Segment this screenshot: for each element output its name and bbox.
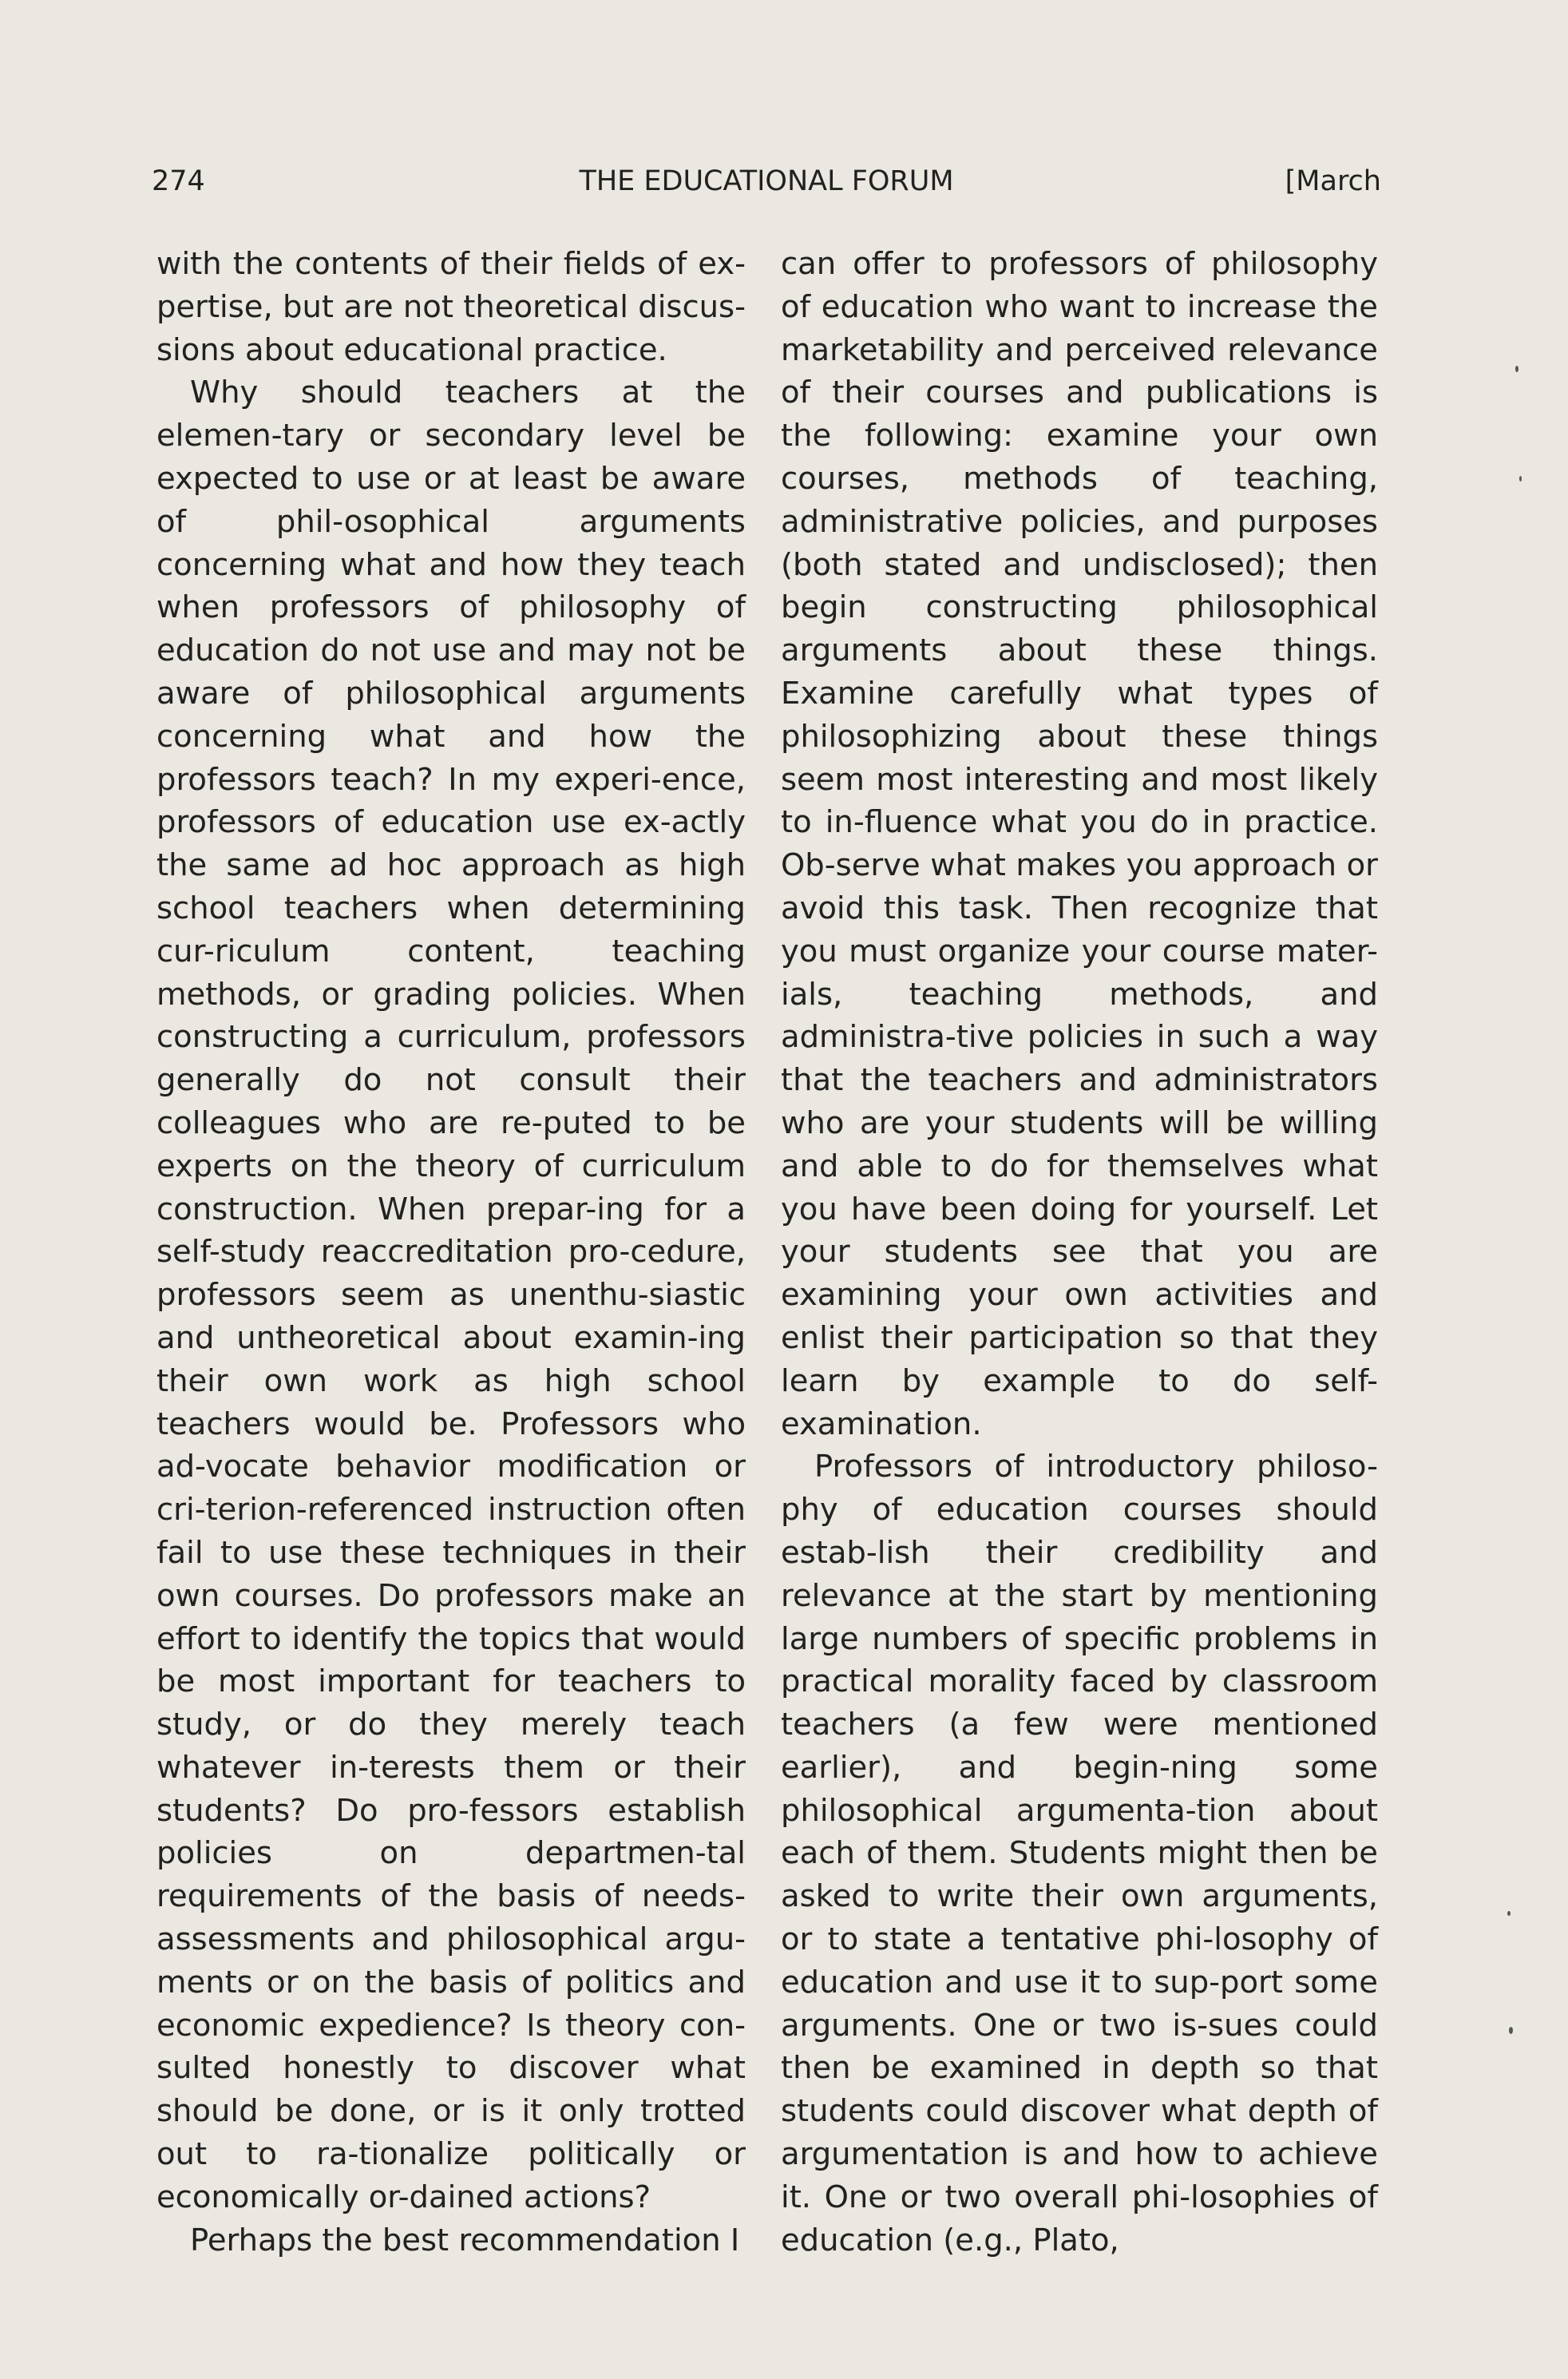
left-column xyxy=(156,243,746,2262)
journal-title: THE EDUCATIONAL FORUM xyxy=(579,165,954,197)
right-paragraph-1: can offer to professors of philosophy of education who want to increase the marketability and perceived relevance of their courses and publications is the following: examine your own courses, methods of teaching, administrative policies, and purposes (both stated and undisclosed); then begin constructing philosophical arguments about these things. Examine carefully what types of philosophizing about these things seem most interesting and most likely to in-fluence what you do in practice. Ob-serve what makes you approach or avoid this task. Then recognize that you must organize your course mater-ials, teaching methods, and administra-tive policies in such a way that the teachers and administrators who are your students will be willing and able to do for themselves what you have been doing for yourself. Let your students see that you are examining your own activities and enlist their participation so that they learn by example to do self-examination. xyxy=(781,246,1378,1442)
page-number: 274 xyxy=(152,165,205,197)
left-paragraph-2: Why should teachers at the elemen-tary or secondary level be expected to use or at least be aware of phil-osophical arguments concerning what and how they teach when professors of philosophy of education do not use and may not be aware of philosophical arguments concerning what and how the professors teach? In my experi-ence, professors of education use ex-actly the same ad hoc approach as high school teachers when determining cur-riculum content, teaching methods, or grading policies. When constructing a curriculum, professors generally do not consult their colleagues who are re-puted to be experts on the theory of curriculum construction. When prepar-ing for a self-study reaccreditation pro-cedure, professors seem as unenthu-siastic and untheoretical about examin-ing their own work as high school teachers would be. Professors who ad-vocate behavior modification or cri-terion-referenced instruction often fail to use these techniques in their own courses. Do professors make an effort to identify the topics that would be most important for teachers to study, or do they merely teach whatever in-terests them or their students? Do pro-fessors establish policies on departmen-tal requirements of the basis of needs-assessments and philosophical argu-ments or on the basis of politics and economic expedience? Is theory con-sulted honestly to discover what should be done, or is it only trotted out to ra-tionalize politically or economically or-dained actions? xyxy=(156,375,746,2215)
right-paragraph-2: Professors of introductory philoso-phy of education courses should estab-lish their credibility and relevance at the start by mentioning large numbers of specific problems in practical morality faced by classroom teachers (a few were mentioned earlier), and begin-ning some philosophical argumenta-tion about each of them. Students might then be asked to write their own arguments, or to state a tentative phi-losophy of education and use it to sup-port some arguments. One or two is-sues could then be examined in depth so that students could discover what depth of argumentation is and how to achieve it. One or two overall phi-losophies of education (e.g., Plato, xyxy=(781,1449,1378,2258)
issue-month: [March xyxy=(1285,165,1381,197)
right-column xyxy=(781,243,1378,2262)
running-header xyxy=(152,161,1381,201)
left-paragraph-1: with the contents of their fields of ex-pertise, but are not theoretical discus-sions about educational practice. xyxy=(156,246,746,368)
left-paragraph-3: Perhaps the best recommendation I xyxy=(190,2222,740,2258)
